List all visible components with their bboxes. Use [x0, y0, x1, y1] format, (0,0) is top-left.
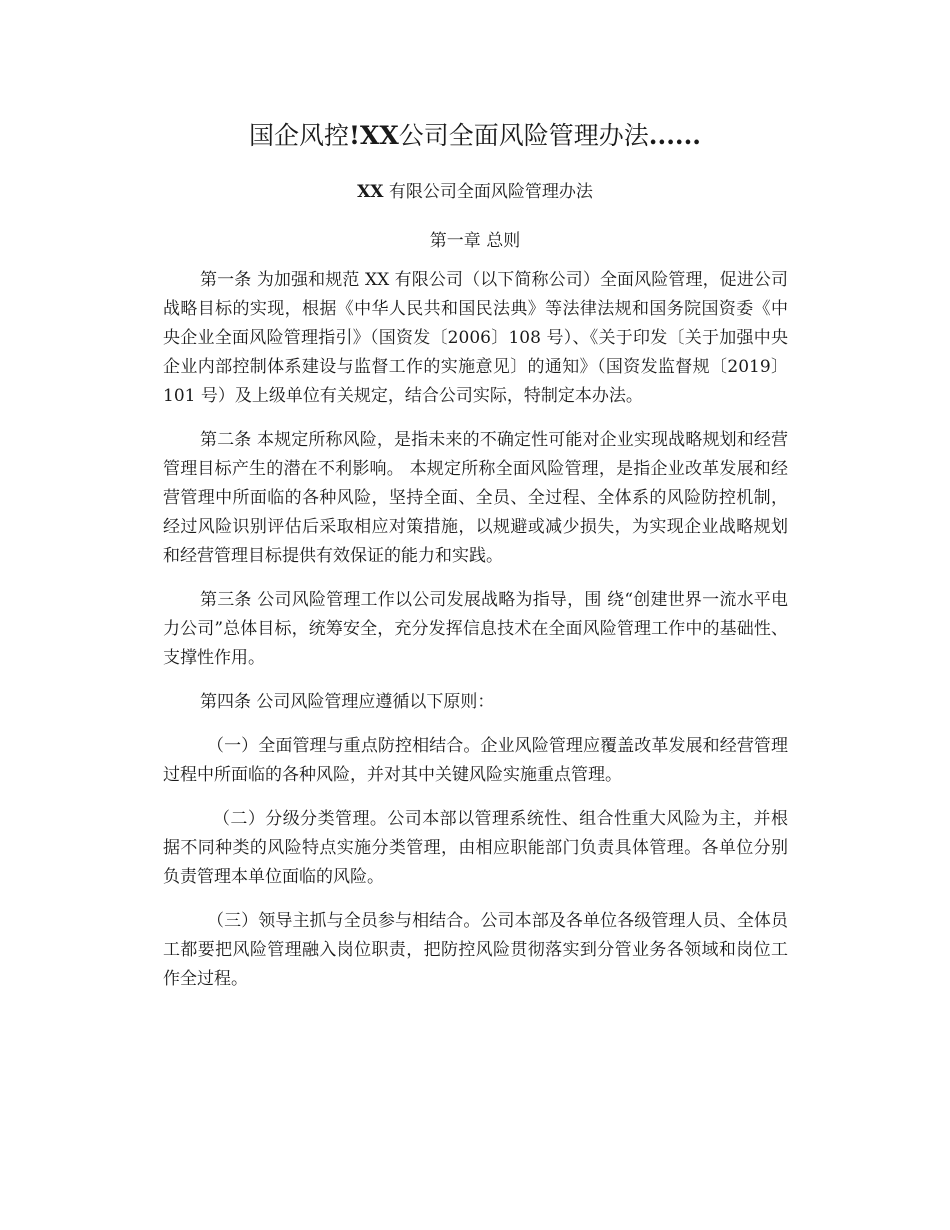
article-1: 第一条 为加强和规范 XX 有限公司（以下简称公司）全面风险管理，促进公司战略目标的实现，根据《中华人民共和国民法典》等法律法规和国务院国资委《中央企业全面风险管理指引》（国资发〔2006〕108 号）、《关于印发〔关于加强中央企业内部控制体系建设与监督工作的实施意见〕的通知》（国资发监督规〔2019〕101 号）及上级单位有关规定，结合公司实际，特制定本办法。 [163, 270, 788, 406]
article-2: 第二条 本规定所称风险，是指未来的不确定性可能对企业实现战略规划和经营管理目标产生的潜在不利影响。 本规定所称全面风险管理，是指企业改革发展和经营管理中所面临的各种风险，坚持全面、全员、全过程、全体系的风险防控机制，经过风险识别评估后采取相应对策措施，以规避或减少损失，为实现企业战略规划和经营管理目标提供有效保证的能力和实践。 [163, 430, 788, 566]
document-body [163, 266, 788, 1009]
document-subtitle [0, 179, 950, 205]
title-bold-part: !XX [348, 121, 399, 150]
article-4: 第四条 公司风险管理应遵循以下原则： [200, 692, 495, 712]
principle-1: （一）全面管理与重点防控相结合。企业风险管理应覆盖改革发展和经营管理过程中所面临的各种风险，并对其中关键风险实施重点管理。 [163, 736, 788, 785]
principle-2: （二）分级分类管理。公司本部以管理系统性、组合性重大风险为主，并根据不同种类的风险特点实施分类管理，由相应职能部门负责具体管理。各单位分别负责管理本单位面临的风险。 [163, 809, 788, 887]
chapter-heading: 第一章 总则 [429, 231, 521, 251]
title-ellipsis: ...... [648, 121, 702, 150]
title-suffix: 公司全面风险管理办法 [398, 121, 649, 150]
subtitle-rest: 有限公司全面风险管理办法 [383, 182, 593, 202]
article-3: 第三条 公司风险管理工作以公司发展战略为指导，围 绕“创建世界一流水平电力公司”总体目标，统筹安全，充分发挥信息技术在全面风险管理工作中的基础性、支撑性作用。 [163, 590, 788, 668]
principle-3: （三）领导主抓与全员参与相结合。公司本部及各单位各级管理人员、全体员工都要把风险管理融入岗位职责，把防控风险贯彻落实到分管业务各领域和岗位工作全过程。 [163, 911, 788, 989]
subtitle-bold-part: XX [357, 182, 384, 202]
title-prefix: 国企风控 [248, 121, 349, 150]
document-title [0, 118, 950, 154]
